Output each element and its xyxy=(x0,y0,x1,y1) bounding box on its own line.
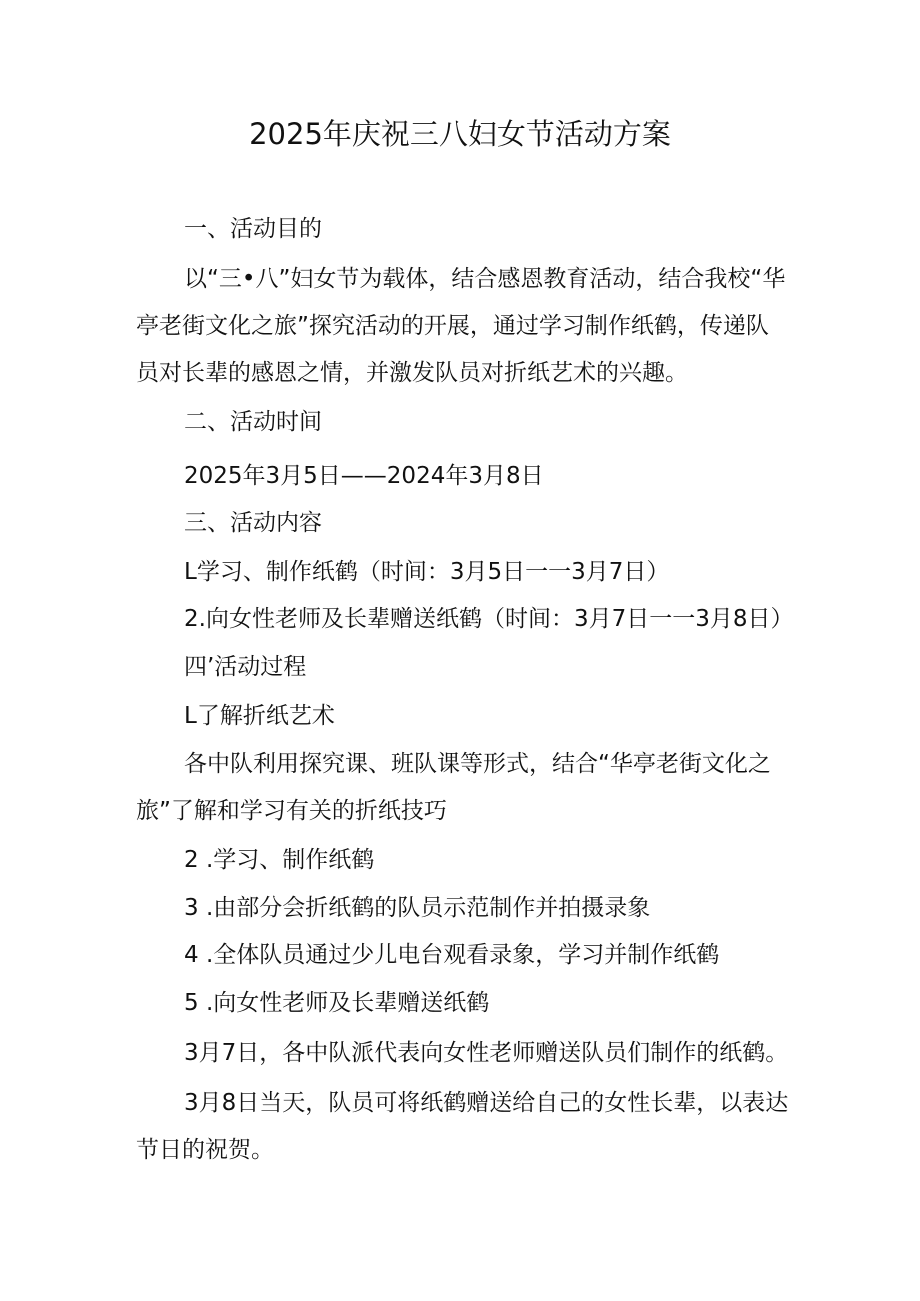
paragraph-line: 以“三•八”妇女节为载体，结合感恩教育活动，结合我校“华 xyxy=(184,266,786,292)
paragraph-line: 各中队利用探究课、班队课等形式，结合“华亭老街文化之 xyxy=(184,751,771,777)
section-heading-process: 四’活动过程 xyxy=(184,654,307,680)
section-heading-content: 三、活动内容 xyxy=(184,510,322,536)
paragraph-line: 节日的祝贺。 xyxy=(136,1137,274,1163)
section-heading-purpose: 一、活动目的 xyxy=(184,216,322,242)
document-title: 2025年庆祝三八妇女节活动方案 xyxy=(249,117,671,151)
process-item: L了解折纸艺术 xyxy=(184,703,335,729)
content-item: 2.向女性老师及长辈赠送纸鹤（时间：3月7日一一3月8日） xyxy=(184,606,794,632)
process-item: 2 .学习、制作纸鹤 xyxy=(184,847,375,873)
process-item: 3 .由部分会折纸鹤的队员示范制作并拍摄录象 xyxy=(184,895,651,921)
paragraph-line: 员对长辈的感恩之情，并激发队员对折纸艺术的兴趣。 xyxy=(136,360,688,386)
paragraph-line: 3月8日当天，队员可将纸鹤赠送给自己的女性长辈，以表达 xyxy=(184,1090,789,1116)
section-heading-time: 二、活动时间 xyxy=(184,409,322,435)
process-item: 4 .全体队员通过少儿电台观看录象，学习并制作纸鹤 xyxy=(184,942,720,968)
process-item: 5 .向女性老师及长辈赠送纸鹤 xyxy=(184,990,490,1016)
paragraph-line: 3月7日，各中队派代表向女性老师赠送队员们制作的纸鹤。 xyxy=(184,1040,789,1066)
activity-date-range: 2025年3月5日——2024年3月8日 xyxy=(184,463,544,489)
content-item: L学习、制作纸鹤（时间：3月5日一一3月7日） xyxy=(184,559,670,585)
paragraph-line: 旅”了解和学习有关的折纸技巧 xyxy=(136,798,447,824)
paragraph-line: 亭老街文化之旅”探究活动的开展，通过学习制作纸鹤，传递队 xyxy=(136,313,769,339)
